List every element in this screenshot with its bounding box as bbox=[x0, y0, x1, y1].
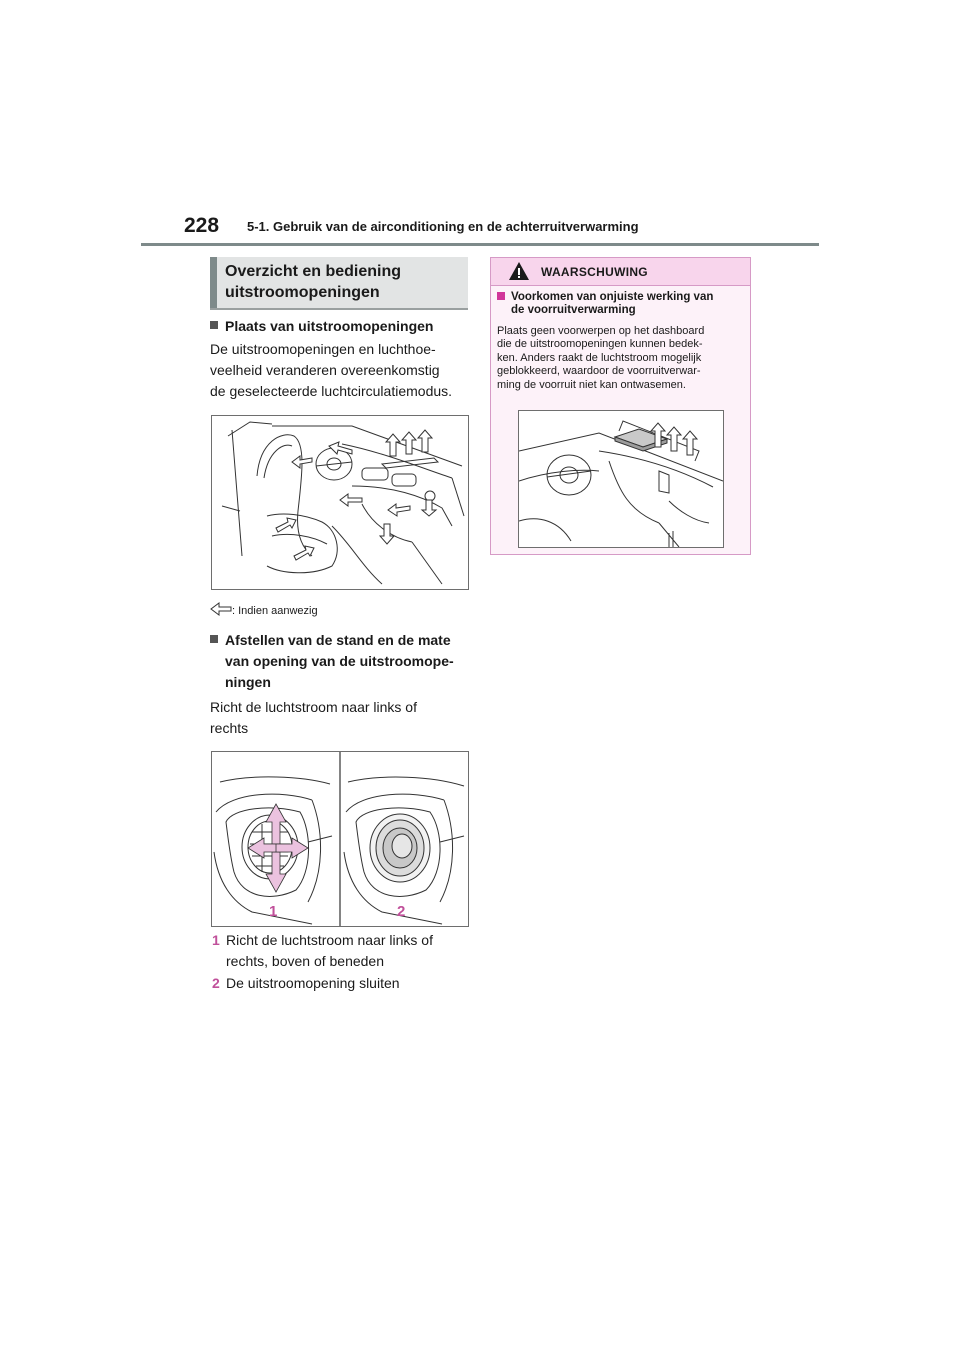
header-rule bbox=[141, 243, 819, 246]
text-line: Plaats geen voorwerpen op het dashboard bbox=[497, 325, 705, 337]
dashboard-defroster-illustration bbox=[519, 411, 723, 547]
adjust-heading bbox=[210, 630, 470, 693]
placement-heading bbox=[210, 316, 433, 337]
vent-adjust-figure bbox=[211, 751, 469, 927]
text-line: rechts bbox=[210, 720, 249, 736]
warning-box bbox=[490, 257, 751, 555]
legend bbox=[210, 602, 318, 617]
square-bullet-icon bbox=[210, 321, 218, 329]
warning-subheading: Voorkomen van onjuiste werking van de voorruitverwarming bbox=[497, 291, 745, 317]
square-bullet-icon bbox=[210, 635, 218, 643]
adjust-heading-line: van opening van de uitstroomope- bbox=[225, 653, 454, 669]
section-heading-bar bbox=[210, 257, 217, 308]
text-line: veelheid veranderen overeenkomstig bbox=[210, 362, 440, 378]
item-number: 2 bbox=[212, 975, 220, 991]
section-heading-box bbox=[210, 257, 468, 310]
adjust-text bbox=[210, 697, 470, 739]
text-line: de geselecteerde luchtcirculatiemodus. bbox=[210, 383, 453, 399]
warning-header bbox=[491, 258, 750, 286]
cabin-vents-figure bbox=[211, 415, 469, 590]
figure-label-1: 1 bbox=[269, 903, 278, 920]
text-line: ken. Anders raakt de luchtstroom mogelijk bbox=[497, 351, 702, 364]
optional-arrow-icon bbox=[210, 602, 232, 616]
adjust-heading-line: ningen bbox=[225, 674, 271, 690]
section-title-line: uitstroomopeningen bbox=[225, 284, 380, 301]
cabin-vents-illustration bbox=[212, 416, 468, 589]
figure-label-2: 2 bbox=[397, 903, 406, 920]
warning-text bbox=[497, 325, 745, 392]
text-line: geblokkeerd, waardoor de voorruitverwar- bbox=[497, 365, 701, 378]
warning-label: WAARSCHUWING bbox=[541, 265, 648, 279]
dashboard-defroster-figure bbox=[518, 410, 724, 548]
section-title bbox=[225, 261, 465, 303]
adjust-heading-line: Afstellen van de stand en de mate bbox=[210, 630, 470, 651]
chapter-title: 5-1. Gebruik van de airconditioning en de achterruitverwarming bbox=[247, 219, 639, 234]
numbered-item bbox=[210, 930, 480, 972]
text-line: die de uitstroomopeningen kunnen bedek- bbox=[497, 338, 703, 351]
item-line: rechts, boven of beneden bbox=[226, 953, 385, 969]
text-line: De uitstroomopeningen en luchthoe- bbox=[210, 341, 436, 357]
vent-adjust-illustration bbox=[212, 752, 468, 926]
item-number: 1 bbox=[212, 932, 220, 948]
item-line: De uitstroomopening sluiten bbox=[226, 975, 400, 991]
item-line: Richt de luchtstroom naar links of bbox=[226, 932, 433, 948]
section-title-line: Overzicht en bediening bbox=[225, 263, 402, 280]
placement-heading-text: Plaats van uitstroomopeningen bbox=[225, 318, 434, 334]
square-bullet-icon bbox=[497, 292, 505, 300]
numbered-item bbox=[210, 973, 480, 994]
warning-triangle-icon bbox=[508, 261, 530, 281]
page-number: 228 bbox=[184, 214, 220, 237]
placement-text bbox=[210, 339, 470, 402]
legend-text: : Indien aanwezig bbox=[232, 605, 318, 617]
text-line: Richt de luchtstroom naar links of bbox=[210, 699, 417, 715]
text-line: ming de voorruit niet kan ontwasemen. bbox=[497, 378, 686, 391]
